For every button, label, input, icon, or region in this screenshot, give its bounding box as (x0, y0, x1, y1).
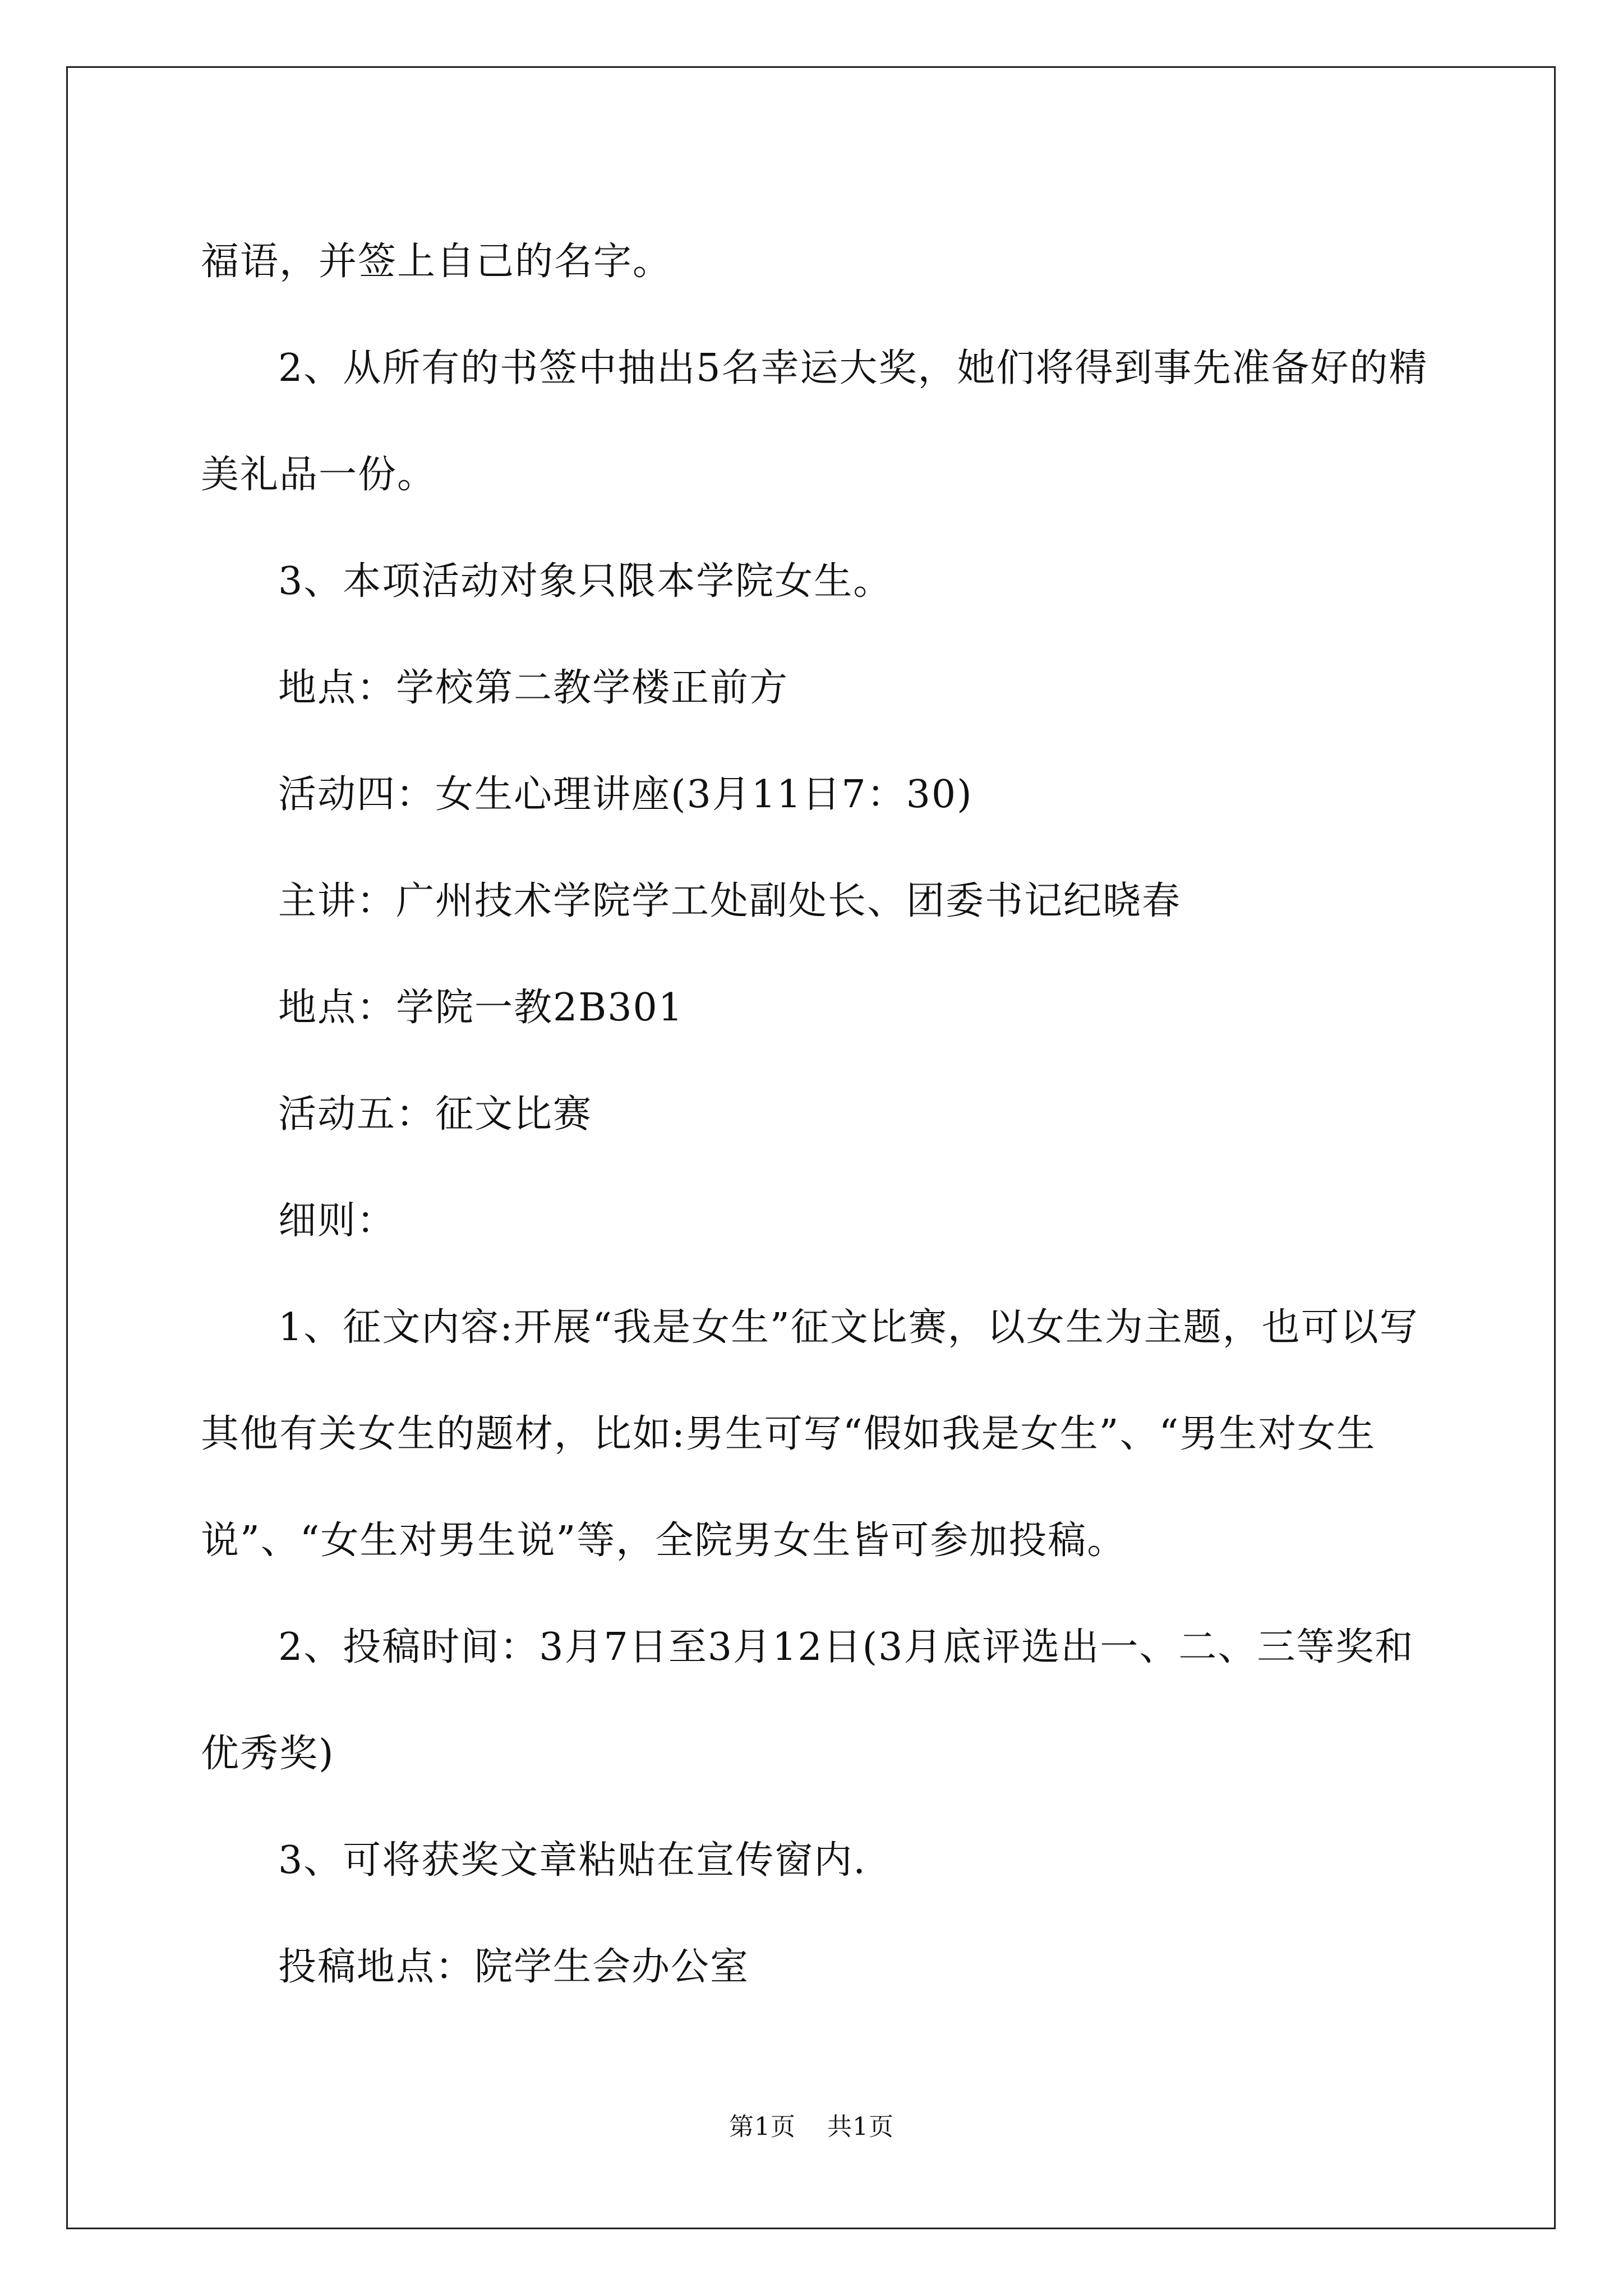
paragraph: 3、可将获奖文章粘贴在宣传窗内. (278, 1838, 866, 1883)
paragraph: 活动五：征文比赛 (278, 1092, 593, 1137)
paragraph: 福语，并签上自己的名字。 (201, 240, 672, 284)
paragraph: 3、本项活动对象只限本学院女生。 (278, 559, 893, 604)
page-number-total: 共1页 (827, 2113, 894, 2141)
paragraph: 2、从所有的书签中抽出5名幸运大奖，她们将得到事先准备好的精美礼品一份。 (201, 346, 1428, 497)
document-body (201, 209, 1440, 2021)
paragraph: 地点：学校第二教学楼正前方 (278, 666, 789, 710)
page-footer (0, 2110, 1623, 2144)
paragraph: 投稿地点：院学生会办公室 (278, 1945, 750, 1989)
paragraph: 2、投稿时间：3月7日至3月12日(3月底评选出一、二、三等奖和优秀奖) (201, 1625, 1414, 1776)
paragraph: 细则： (278, 1199, 396, 1243)
paragraph: 地点：学院一教2B301 (278, 986, 684, 1030)
paragraph: 活动四：女生心理讲座(3月11日7：30) (278, 772, 973, 817)
page-number-current: 第1页 (729, 2113, 796, 2141)
paragraph: 1、征文内容:开展“我是女生”征文比赛，以女生为主题，也可以写其他有关女生的题材，比如:男生可写“假如我是女生”、“男生对女生说”、“女生对男生说”等，全院男女生皆可参加投稿。 (201, 1305, 1419, 1563)
paragraph: 主讲：广州技术学院学工处副处长、团委书记纪晓春 (278, 879, 1182, 923)
